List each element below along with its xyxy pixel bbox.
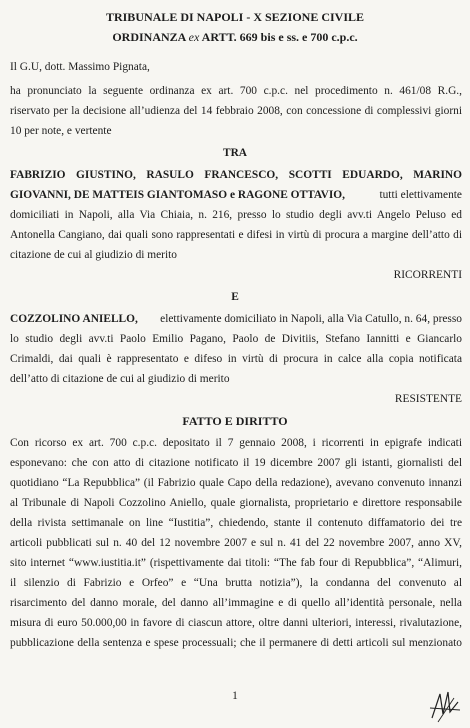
respondent-line-1: COZZOLINO ANIELLO, elettivamente domiciliato in Napoli, alla Via Catullo, n. 64, presso <box>10 313 462 325</box>
resistente-label: RESISTENTE <box>394 393 462 405</box>
claimants-line-4: Antonella Cangiano, dai quali sono rappresentati e difesi in virtù di procura a margine dell’atto di <box>10 229 462 241</box>
section-title: FATTO E DIRITTO <box>182 414 288 428</box>
body-line-7: sito internet “www.iustitia.it” (rispettivamente dai titoli: “The fab four di Repubblica”, “Alimuri, <box>10 557 462 569</box>
court-header: TRIBUNALE DI NAPOLI - X SEZIONE CIVILE <box>105 10 365 24</box>
respondent-line-3: Crimaldi, dai quali è rappresentato e difeso in virtù di procura in calce alla copia notificata <box>10 353 462 365</box>
respondent-line-4: dell’atto di citazione de cui al giudizio di merito <box>10 373 230 385</box>
intro-line-2: riservato per la decisione all’udienza del 14 febbraio 2008, con concessione di complessivi giorni <box>10 105 462 117</box>
claimants-line-5: citazione de cui al giudizio di merito <box>10 249 178 261</box>
body-line-11: pubblicazione della sentenza e spese processuali; che il permanere di detti articoli sul menzionato <box>10 637 462 649</box>
body-line-6: articoli pubblicati sul n. 40 del 12 novembre 2007 e sul n. 41 del 22 novembre 2007, anno XV, <box>10 537 462 549</box>
intro-line-3: 10 per note, e vertente <box>10 125 112 137</box>
body-line-3: quotidiano “La Repubblica” (il Fabrizio quale Capo della redazione), avevano convenuto innanzi <box>10 477 462 489</box>
judge-line: Il G.U, dott. Massimo Pignata, <box>10 61 150 73</box>
ordinance-title: ORDINANZA ex ARTT. 669 bis e ss. e 700 c.p.c. <box>112 30 358 44</box>
body-line-10: misura di euro 50.000,00 in favore di ciascun attore, oltre danni ulteriori, interessi, rivalutazione, <box>10 617 462 629</box>
respondent-line-2: lo studio degli avv.ti Paolo Emilio Pagano, Paolo de Divitiis, Stefano Iannitti e Giancarlo <box>10 333 462 345</box>
tra-heading: TRA <box>222 147 248 159</box>
ricorrenti-label: RICORRENTI <box>393 269 462 281</box>
page-number: 1 <box>232 690 238 702</box>
body-line-9: risarcimento del danno morale, del danno all’immagine e di quello all’identità personale, nella <box>10 597 462 609</box>
body-line-8: il silenzio di Fabrizio e Orfeo” e “Una brutta notizia”), la condanna del convenuto al <box>10 577 462 589</box>
body-line-2: esponevano: che con atto di citazione notificato il 19 dicembre 2007 gli istanti, giornalisti del <box>10 457 462 469</box>
claimants-line-1: FABRIZIO GIUSTINO, RASULO FRANCESCO, SCOTTI EDUARDO, MARINO <box>10 169 462 181</box>
claimants-line-2: GIOVANNI, DE MATTEIS GIANTOMASO e RAGONE OTTAVIO, tutti elettivamente <box>10 189 462 201</box>
e-heading: E <box>231 291 239 303</box>
intro-line-1: ha pronunciato la seguente ordinanza ex art. 700 c.p.c. nel procedimento n. 461/08 R.G., <box>10 85 462 97</box>
body-line-4: al Tribunale di Napoli Cozzolino Aniello, quale giornalista, proprietario e direttore responsabile <box>10 497 462 509</box>
claimants-line-3: domiciliati in Napoli, alla Via Chiaia, n. 216, presso lo studio degli avv.ti Angelo Peluso ed <box>10 209 462 221</box>
body-line-5: della rivista settimanale on line “Iustitia”, chiedendo, stante il contenuto diffamatorio dei tre <box>10 517 462 529</box>
body-line-1: Con ricorso ex art. 700 c.p.c. depositato il 7 gennaio 2008, i ricorrenti in epigrafe indicati <box>10 437 462 449</box>
signature-mark <box>428 684 462 724</box>
